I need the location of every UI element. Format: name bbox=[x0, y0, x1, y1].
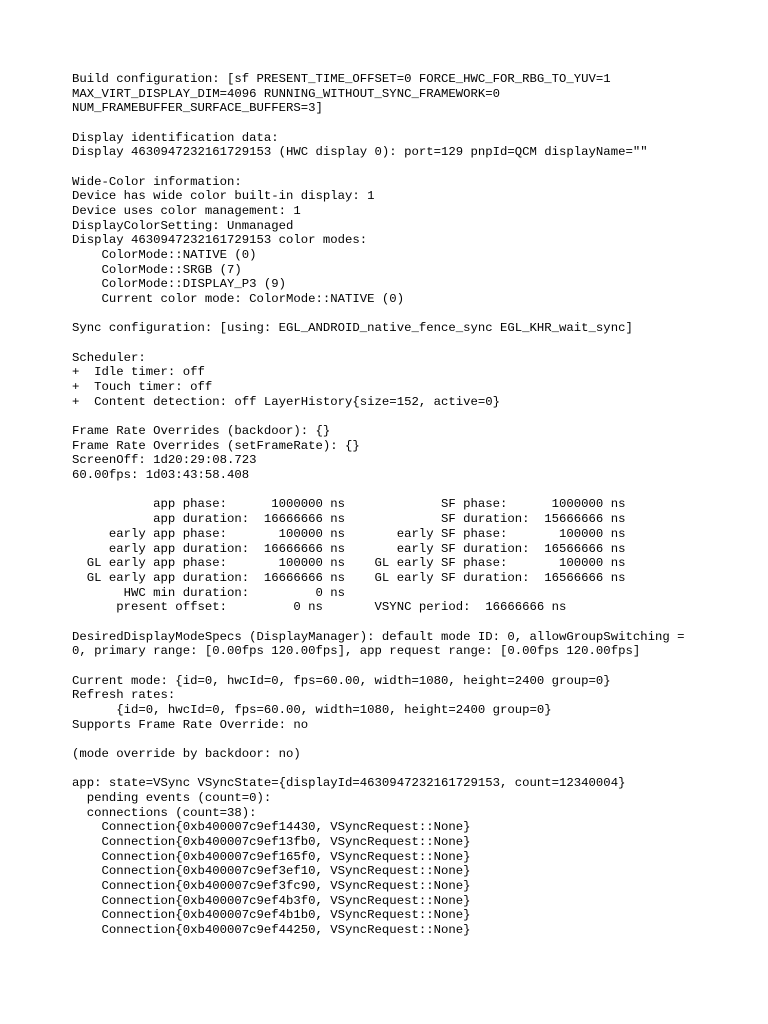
frame-rate-override-support-line: Supports Frame Rate Override: no bbox=[72, 717, 309, 732]
color-mode-display-p3: ColorMode::DISPLAY_P3 (9) bbox=[72, 277, 287, 292]
current-color-mode: Current color mode: ColorMode::NATIVE (0) bbox=[72, 292, 405, 307]
blank-line bbox=[72, 409, 752, 424]
blank-line bbox=[72, 732, 752, 747]
connection-entry: Connection{0xb400007c9ef4b1b0, VSyncRequest::None} bbox=[72, 908, 471, 923]
frame-rate-overrides-setframerate: Frame Rate Overrides (setFrameRate): {} bbox=[72, 438, 360, 453]
phase-row: early app phase: 100000 ns early SF phase: 100000 ns bbox=[72, 526, 626, 541]
blank-line bbox=[72, 483, 752, 498]
touch-timer-line: + Touch timer: off bbox=[72, 380, 213, 395]
blank-line bbox=[72, 659, 752, 674]
app-vsync-state-line: app: state=VSync VSyncState={displayId=4630947232161729153, count=12340004} bbox=[72, 776, 626, 791]
connection-entry: Connection{0xb400007c9ef44250, VSyncRequest::None} bbox=[72, 922, 471, 937]
document-page bbox=[72, 72, 752, 938]
connections-heading: connections (count=38): bbox=[72, 805, 257, 820]
build-config-line-3: NUM_FRAMEBUFFER_SURFACE_BUFFERS=3] bbox=[72, 101, 323, 116]
blank-line bbox=[72, 116, 752, 131]
blank-line bbox=[72, 762, 752, 777]
color-mode-native: ColorMode::NATIVE (0) bbox=[72, 248, 257, 263]
connection-entry: Connection{0xb400007c9ef3ef10, VSyncRequest::None} bbox=[72, 864, 471, 879]
phase-row: app phase: 1000000 ns SF phase: 1000000 ns bbox=[72, 497, 626, 512]
display-color-setting-line: DisplayColorSetting: Unmanaged bbox=[72, 218, 294, 233]
sync-configuration-line: Sync configuration: [using: EGL_ANDROID_native_fence_sync EGL_KHR_wait_sync] bbox=[72, 321, 633, 336]
present-offset-row: present offset: 0 ns VSYNC period: 16666666 ns bbox=[72, 600, 567, 615]
build-config-line-1: Build configuration: [sf PRESENT_TIME_OFFSET=0 FORCE_HWC_FOR_RBG_TO_YUV=1 bbox=[72, 72, 611, 86]
mode-override-line: (mode override by backdoor: no) bbox=[72, 746, 301, 761]
blank-line bbox=[72, 307, 752, 322]
color-management-line: Device uses color management: 1 bbox=[72, 204, 301, 219]
refresh-rate-entry: {id=0, hwcId=0, fps=60.00, width=1080, height=2400 group=0} bbox=[72, 702, 552, 717]
connection-entry: Connection{0xb400007c9ef165f0, VSyncRequest::None} bbox=[72, 849, 471, 864]
connection-entry: Connection{0xb400007c9ef13fb0, VSyncRequest::None} bbox=[72, 834, 471, 849]
build-config-line-2: MAX_VIRT_DISPLAY_DIM=4096 RUNNING_WITHOUT_SYNC_FRAMEWORK=0 bbox=[72, 86, 501, 101]
content-detection-line: + Content detection: off LayerHistory{size=152, active=0} bbox=[72, 394, 501, 409]
pending-events-line: pending events (count=0): bbox=[72, 790, 272, 805]
blank-line bbox=[72, 160, 752, 175]
connection-entry: Connection{0xb400007c9ef4b3f0, VSyncRequest::None} bbox=[72, 893, 471, 908]
desired-display-mode-specs-line-1: DesiredDisplayModeSpecs (DisplayManager): default mode ID: 0, allowGroupSwitching = bbox=[72, 629, 685, 644]
display-identification-heading: Display identification data: bbox=[72, 130, 279, 145]
scheduler-heading: Scheduler: bbox=[72, 350, 146, 365]
wide-color-line: Device has wide color built-in display: 1 bbox=[72, 189, 375, 204]
phase-row: early app duration: 16666666 ns early SF duration: 16566666 ns bbox=[72, 541, 626, 556]
dumpsys-output bbox=[72, 72, 752, 938]
idle-timer-line: + Idle timer: off bbox=[72, 365, 205, 380]
frame-rate-overrides-backdoor: Frame Rate Overrides (backdoor): {} bbox=[72, 424, 331, 439]
color-modes-heading: Display 4630947232161729153 color modes: bbox=[72, 233, 368, 248]
blank-line bbox=[72, 336, 752, 351]
screen-off-line: ScreenOff: 1d20:29:08.723 bbox=[72, 453, 257, 468]
connection-entry: Connection{0xb400007c9ef14430, VSyncRequest::None} bbox=[72, 820, 471, 835]
current-mode-line: Current mode: {id=0, hwcId=0, fps=60.00, width=1080, height=2400 group=0} bbox=[72, 673, 611, 688]
desired-display-mode-specs-line-2: 0, primary range: [0.00fps 120.00fps], app request range: [0.00fps 120.00fps] bbox=[72, 644, 641, 659]
color-mode-srgb: ColorMode::SRGB (7) bbox=[72, 262, 242, 277]
phase-row: app duration: 16666666 ns SF duration: 15666666 ns bbox=[72, 512, 626, 527]
fps-time-line: 60.00fps: 1d03:43:58.408 bbox=[72, 468, 250, 483]
wide-color-heading: Wide-Color information: bbox=[72, 174, 242, 189]
connection-entry: Connection{0xb400007c9ef3fc90, VSyncRequest::None} bbox=[72, 878, 471, 893]
blank-line bbox=[72, 615, 752, 630]
phase-row: GL early app duration: 16666666 ns GL early SF duration: 16566666 ns bbox=[72, 570, 626, 585]
hwc-min-duration-row: HWC min duration: 0 ns bbox=[72, 585, 346, 600]
display-identification-line: Display 4630947232161729153 (HWC display 0): port=129 pnpId=QCM displayName="" bbox=[72, 145, 648, 160]
phase-row: GL early app phase: 100000 ns GL early SF phase: 100000 ns bbox=[72, 556, 626, 571]
refresh-rates-heading: Refresh rates: bbox=[72, 688, 176, 703]
